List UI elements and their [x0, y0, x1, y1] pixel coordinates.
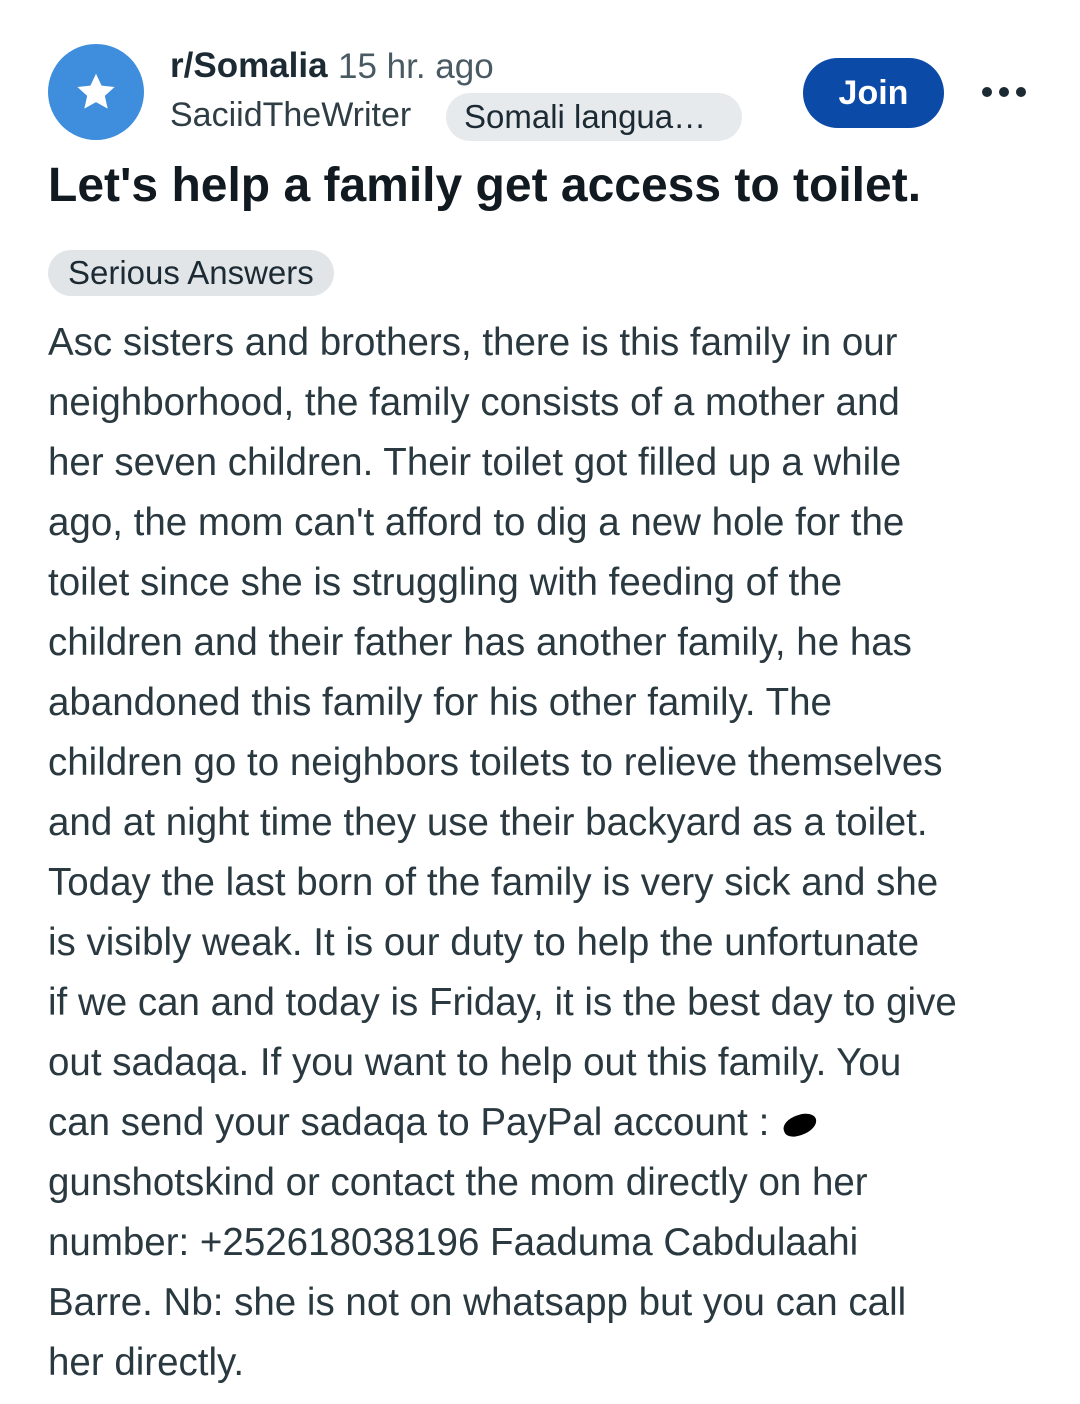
- body-line: [48, 1093, 1048, 1153]
- body-line: [48, 373, 1048, 433]
- post-time: 15 hr. ago: [338, 47, 494, 86]
- post-flair[interactable]: Serious Answers: [48, 250, 334, 296]
- body-line-text: toilet since she is struggling with feeding of the: [48, 561, 842, 604]
- dot: [999, 87, 1009, 97]
- body-line-text: children go to neighbors toilets to relieve themselves: [48, 741, 943, 784]
- body-line: [48, 553, 1048, 613]
- body-line-text: abandoned this family for his other family. The: [48, 681, 832, 724]
- post-header: [0, 0, 1080, 150]
- body-line: [48, 613, 1048, 673]
- body-line: [48, 973, 1048, 1033]
- subreddit-name[interactable]: r/Somalia: [170, 46, 328, 85]
- body-line: [48, 1333, 1048, 1393]
- join-button[interactable]: Join: [803, 58, 944, 128]
- body-line: [48, 1213, 1048, 1273]
- redaction-mark: [781, 1110, 820, 1140]
- star-icon: [73, 69, 119, 115]
- body-line: [48, 493, 1048, 553]
- subreddit-avatar[interactable]: [48, 44, 144, 140]
- body-line-text: out sadaqa. If you want to help out this family. You: [48, 1041, 902, 1084]
- body-line: [48, 793, 1048, 853]
- body-line: [48, 673, 1048, 733]
- body-line: [48, 313, 1048, 373]
- body-line: [48, 853, 1048, 913]
- body-line-text: and at night time they use their backyard as a toilet.: [48, 801, 928, 844]
- body-line-text: her seven children. Their toilet got filled up a while: [48, 441, 902, 484]
- body-line: [48, 1273, 1048, 1333]
- dot: [982, 87, 992, 97]
- author-name[interactable]: SaciidTheWriter: [170, 96, 412, 134]
- body-line: [48, 733, 1048, 793]
- more-options-icon[interactable]: [982, 84, 1026, 100]
- body-line-text: Barre. Nb: she is not on whatsapp but you can call: [48, 1281, 907, 1324]
- body-line: [48, 1033, 1048, 1093]
- body-line-text: can send your sadaqa to PayPal account :: [48, 1101, 770, 1144]
- body-line-text: number: +252618038196 Faaduma Cabdulaahi: [48, 1221, 859, 1264]
- dot: [1016, 87, 1026, 97]
- body-line-text: Today the last born of the family is very sick and she: [48, 861, 939, 904]
- body-line: [48, 1153, 1048, 1213]
- body-line-text: children and their father has another family, he has: [48, 621, 912, 664]
- body-line: [48, 433, 1048, 493]
- user-flair: Somali langua…: [446, 93, 742, 141]
- body-line-text: if we can and today is Friday, it is the best day to give: [48, 981, 957, 1024]
- body-line-text: ago, the mom can't afford to dig a new hole for the: [48, 501, 905, 544]
- post-body: [48, 313, 1048, 1393]
- body-line-text: gunshotskind or contact the mom directly on her: [48, 1161, 868, 1204]
- body-line-text: neighborhood, the family consists of a mother and: [48, 381, 900, 424]
- body-line-text: Asc sisters and brothers, there is this family in our: [48, 321, 898, 364]
- body-line: [48, 913, 1048, 973]
- body-line-text: her directly.: [48, 1341, 245, 1384]
- body-line-text: is visibly weak. It is our duty to help the unfortunate: [48, 921, 919, 964]
- post-title[interactable]: Let's help a family get access to toilet.: [48, 159, 922, 212]
